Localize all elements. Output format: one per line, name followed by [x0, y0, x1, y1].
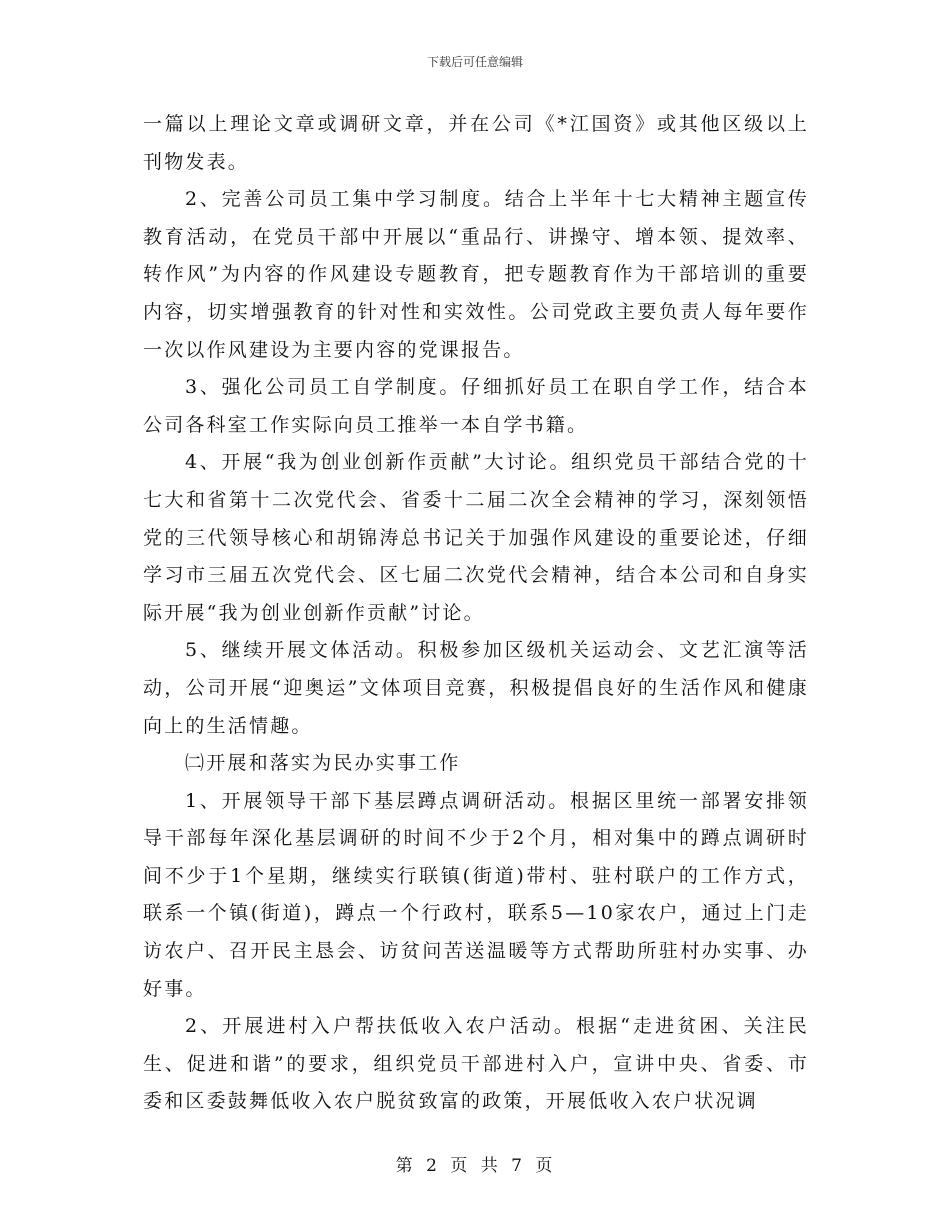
paragraph-subitem-2: 2、开展进村入户帮扶低收入农户活动。根据“走进贫困、关注民生、促进和谐”的要求，组织党员干部进村入户，宣讲中央、省委、市委和区委鼓舞低收入农户脱贫致富的政策，开展低收入农户状况调 — [143, 1015, 809, 1113]
page-number: 第 2 页 共 7 页 — [395, 1156, 555, 1176]
paragraph-subitem-1: 1、开展领导干部下基层蹲点调研活动。根据区里统一部署安排领导干部每年深化基层调研的时间不少于2个月，相对集中的蹲点调研时间不少于1个星期，继续实行联镇(街道)带村、驻村联户的工作方式，联系一个镇(街道)，蹲点一个行政村，联系5—10家农户，通过上门走访农户、召开民主恳会、访贫问苦送温暖等方式帮助所驻村办实事、办好事。 — [143, 789, 809, 1000]
document-body — [143, 106, 809, 1121]
paragraph-item-3: 3、强化公司员工自学制度。仔细抓好员工在职自学工作，结合本公司各科室工作实际向员工推举一本自学书籍。 — [143, 376, 809, 436]
page-header: 下载后可任意编辑 — [426, 55, 523, 69]
section-heading: ㈡开展和落实为民办实事工作 — [185, 752, 461, 775]
paragraph-item-4: 4、开展“我为创业创新作贡献”大讨论。组织党员干部结合党的十七大和省第十二次党代会、省委十二届二次全会精神的学习，深刻领悟党的三代领导核心和胡锦涛总书记关于加强作风建设的重要论述，仔细学习市三届五次党代会、区七届二次党代会精神，结合本公司和自身实际开展“我为创业创新作贡献”讨论。 — [143, 451, 809, 624]
paragraph-continuation: 一篇以上理论文章或调研文章，并在公司《*江国资》或其他区级以上刊物发表。 — [143, 113, 809, 173]
paragraph-item-2: 2、完善公司员工集中学习制度。结合上半年十七大精神主题宣传教育活动，在党员干部中开展以“重品行、讲操守、增本领、提效率、转作风”为内容的作风建设专题教育，把专题教育作为干部培训的重要内容，切实增强教育的针对性和实效性。公司党政主要负责人每年要作一次以作风建设为主要内容的党课报告。 — [143, 188, 809, 361]
paragraph-item-5: 5、继续开展文体活动。积极参加区级机关运动会、文艺汇演等活动，公司开展“迎奥运”文体项目竞赛，积极提倡良好的生活作风和健康向上的生活情趣。 — [143, 639, 809, 737]
